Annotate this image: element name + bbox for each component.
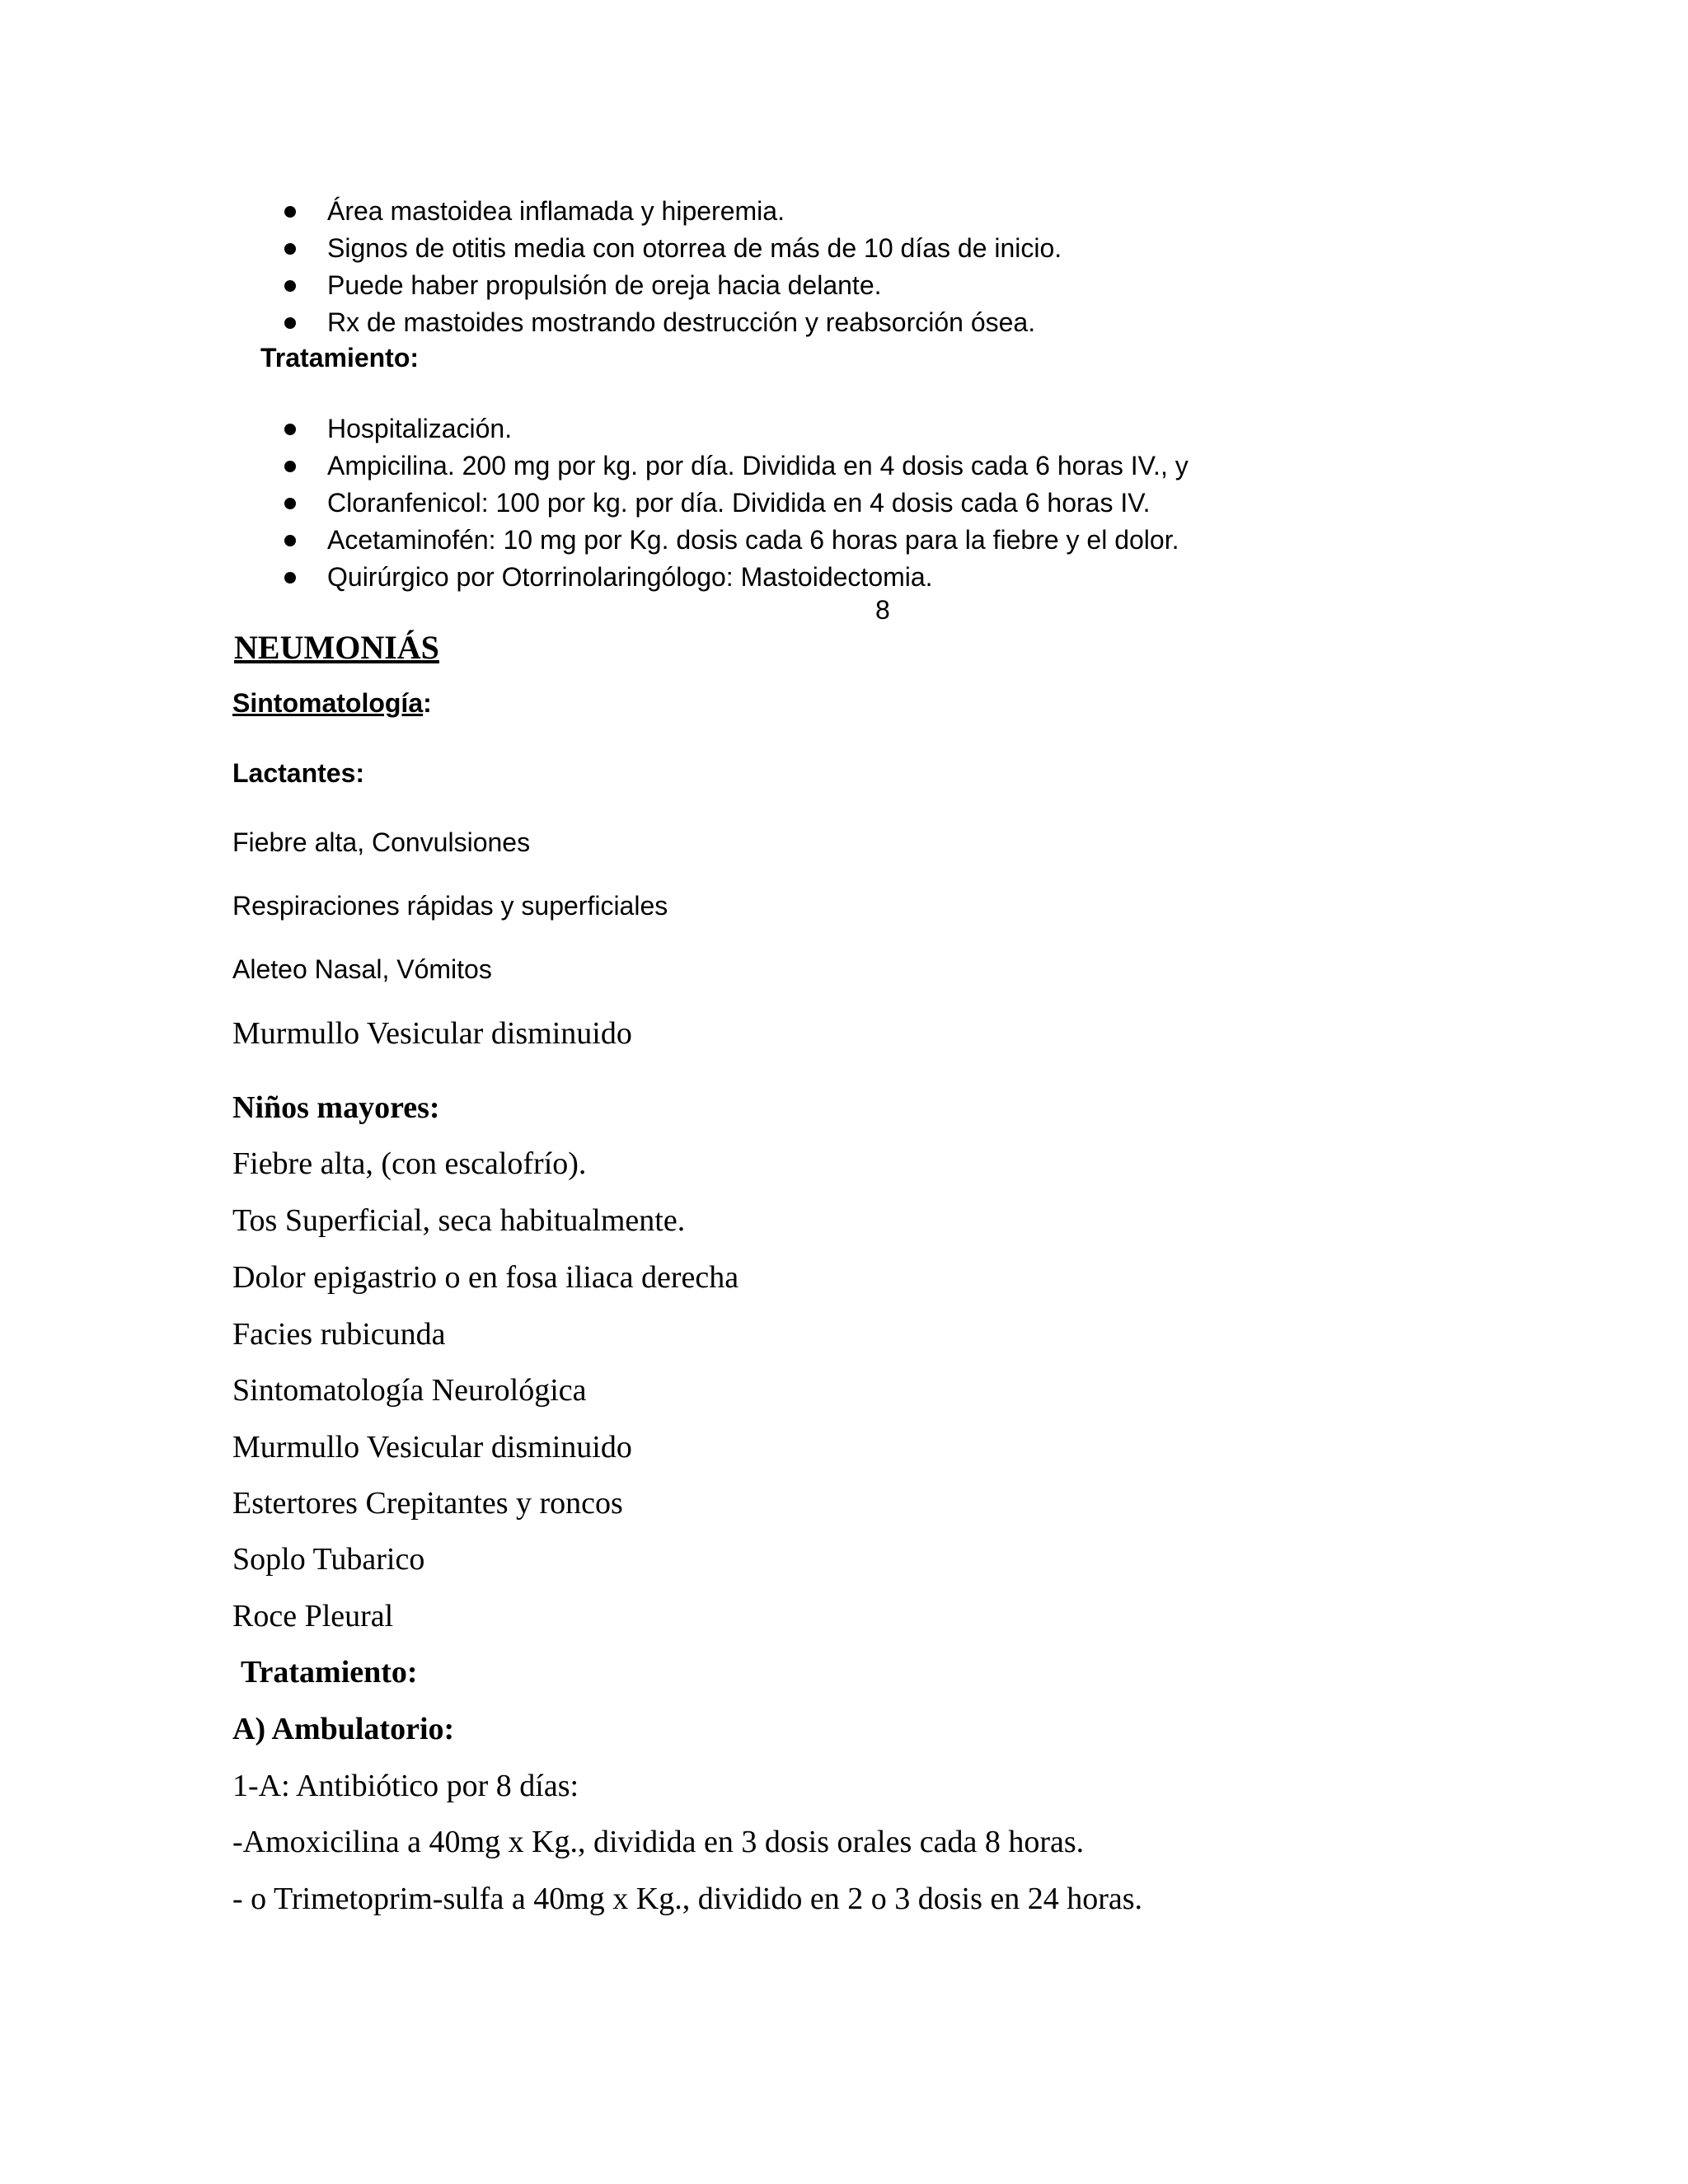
list-item: Área mastoidea inflamada y hiperemia. xyxy=(280,193,1062,230)
mastoiditis-treatment-list xyxy=(280,410,1189,596)
lactantes-item: Respiraciones rápidas y superficiales xyxy=(232,891,668,921)
mastoiditis-treatment-heading: Tratamiento: xyxy=(260,343,420,373)
bullet-icon xyxy=(284,280,296,292)
ninos-item: Fiebre alta, (con escalofrío). xyxy=(232,1146,587,1181)
bullet-icon xyxy=(284,498,296,509)
list-item: Acetaminofén: 10 mg por Kg. dosis cada 6 horas para la fiebre y el dolor. xyxy=(280,522,1189,559)
list-item: Rx de mastoides mostrando destrucción y reabsorción ósea. xyxy=(280,304,1062,341)
dosing-line: - o Trimetoprim-sulfa a 40mg x Kg., dividido en 2 o 3 dosis en 24 horas. xyxy=(232,1882,1143,1916)
list-item: Cloranfenicol: 100 por kg. por día. Dividida en 4 dosis cada 6 horas IV. xyxy=(280,485,1189,522)
bullet-icon xyxy=(284,535,296,546)
list-item: Puede haber propulsión de oreja hacia delante. xyxy=(280,267,1062,304)
lactantes-item: Aleteo Nasal, Vómitos xyxy=(232,954,492,984)
ninos-item: Sintomatología Neurológica xyxy=(232,1373,587,1408)
ambulatorio-heading: A) Ambulatorio: xyxy=(232,1712,455,1746)
lactantes-heading: Lactantes: xyxy=(232,758,365,788)
antibiotic-line: 1-A: Antibiótico por 8 días: xyxy=(232,1769,579,1803)
bullet-icon xyxy=(284,206,296,218)
list-item: Quirúrgico por Otorrinolaringólogo: Mastoidectomia. xyxy=(280,559,1189,596)
dosing-line: -Amoxicilina a 40mg x Kg., dividida en 3 dosis orales cada 8 horas. xyxy=(232,1825,1085,1859)
list-item: Signos de otitis media con otorrea de más de 10 días de inicio. xyxy=(280,230,1062,267)
ninos-item: Dolor epigastrio o en fosa iliaca derecha xyxy=(232,1260,739,1295)
section-title: NEUMONIÁS xyxy=(234,629,439,666)
ninos-item: Roce Pleural xyxy=(232,1599,394,1633)
lactantes-item: Fiebre alta, Convulsiones xyxy=(232,827,531,857)
ninos-item: Facies rubicunda xyxy=(232,1317,446,1352)
lactantes-item: Murmullo Vesicular disminuido xyxy=(232,1016,632,1051)
bullet-icon xyxy=(284,572,296,583)
bullet-icon xyxy=(284,424,296,435)
bullet-icon xyxy=(284,243,296,255)
list-item: Ampicilina. 200 mg por kg. por día. Dividida en 4 dosis cada 6 horas IV., y xyxy=(280,448,1189,485)
page-number: 8 xyxy=(875,595,890,625)
ninos-item: Murmullo Vesicular disminuido xyxy=(232,1430,632,1465)
treatment-heading: Tratamiento: xyxy=(241,1655,418,1690)
ninos-item: Soplo Tubarico xyxy=(232,1542,425,1577)
bullet-icon xyxy=(284,461,296,472)
sintomatologia-heading: Sintomatología: xyxy=(232,688,432,718)
ninos-item: Tos Superficial, seca habitualmente. xyxy=(232,1203,686,1238)
ninos-item: Estertores Crepitantes y roncos xyxy=(232,1486,623,1521)
bullet-icon xyxy=(284,317,296,329)
ninos-heading: Niños mayores: xyxy=(232,1090,440,1125)
list-item: Hospitalización. xyxy=(280,410,1189,448)
mastoiditis-signs-list xyxy=(280,193,1062,341)
